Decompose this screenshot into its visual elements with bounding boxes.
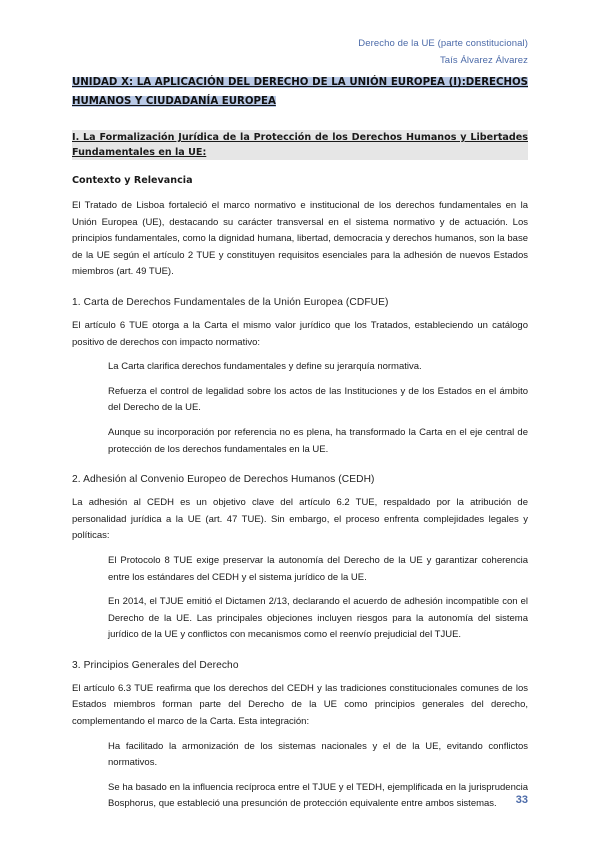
unit-title-block xyxy=(72,72,528,110)
section-3-heading: 3. Principios Generales del Derecho xyxy=(72,659,239,671)
section-title: I. La Formalización Jurídica de la Protección de los Derechos Humanos y Libertades Fundamentales en la UE: xyxy=(72,132,528,158)
section-2-point: El Protocolo 8 TUE exige preservar la autonomía del Derecho de la UE y garantizar coherencia entre los estándares del CEDH y el sistema jurídico de la UE. xyxy=(108,554,528,583)
section-2-heading: 2. Adhesión al Convenio Europeo de Derechos Humanos (CEDH) xyxy=(72,474,375,486)
section-1-heading: 1. Carta de Derechos Fundamentales de la Unión Europea (CDFUE) xyxy=(72,296,389,308)
section-1-point: La Carta clarifica derechos fundamentales y define su jerarquía normativa. xyxy=(108,361,422,373)
section-3-point: Ha facilitado la armonización de los sistemas nacionales y el de la UE, evitando conflictos normativos. xyxy=(108,740,528,769)
section-1-point: Refuerza el control de legalidad sobre los actos de las Instituciones y de los Estados en el ámbito del Derecho de la UE. xyxy=(108,385,528,414)
section-3-point: Se ha basado en la influencia recíproca entre el TJUE y el TEDH, ejemplificada en la jurisprudencia Bosphorus, que estableció una presunción de protección equivalente entre ambos sistemas. xyxy=(108,781,528,810)
section-1-lead: El artículo 6 TUE otorga a la Carta el mismo valor jurídico que los Tratados, estableciendo un catálogo positivo de derechos con impacto normativo: xyxy=(72,319,528,348)
section-3-lead: El artículo 6.3 TUE reafirma que los derechos del CEDH y las tradiciones constitucionales comunes de los Estados miembros forman parte del Derecho de la UE como principios generales del derecho, complementando el marco de la Carta. Esta integración: xyxy=(72,682,528,728)
unit-title: UNIDAD X: LA APLICACIÓN DEL DERECHO DE LA UNIÓN EUROPEA (I):DERECHOS HUMANOS Y CIUDADANÍA EUROPEA xyxy=(72,77,528,107)
section-2-lead: La adhesión al CEDH es un objetivo clave del artículo 6.2 TUE, respaldado por la atribución de personalidad jurídica a la UE (art. 47 TUE). Sin embargo, el proceso enfrenta complejidades legales y políticas: xyxy=(72,497,528,542)
header-author: Taís Álvarez Álvarez xyxy=(439,55,528,66)
intro-paragraph: El Tratado de Lisboa fortaleció el marco normativo e institucional de los derechos fundamentales en la Unión Europea (UE), destacando su carácter transversal en el sistema normativo y de actuación. Los principios fundamentales, como la dignidad humana, libertad, democracia y derechos humanos, son la base de la UE según el artículo 2 TUE y constituyen requisitos esenciales para la adhesión de nuevos Estados miembros (art. 49 TUE). xyxy=(72,200,528,278)
page-number: 33 xyxy=(515,794,528,806)
section-1-point: Aunque su incorporación por referencia no es plena, ha transformado la Carta en el eje central de protección de los derechos fundamentales en la UE. xyxy=(108,426,528,455)
section-2-point: En 2014, el TJUE emitió el Dictamen 2/13, declarando el acuerdo de adhesión incompatible con el Derecho de la UE. Las principales objeciones incluyen riesgos para la autonomía del sistema jurídico de la UE y conflictos con mecanismos como el reenvío prejudicial del TJUE. xyxy=(108,596,528,641)
context-title: Contexto y Relevancia xyxy=(72,175,193,186)
page-body xyxy=(72,72,528,813)
header-course-title: Derecho de la UE (parte constitucional) xyxy=(358,38,528,49)
